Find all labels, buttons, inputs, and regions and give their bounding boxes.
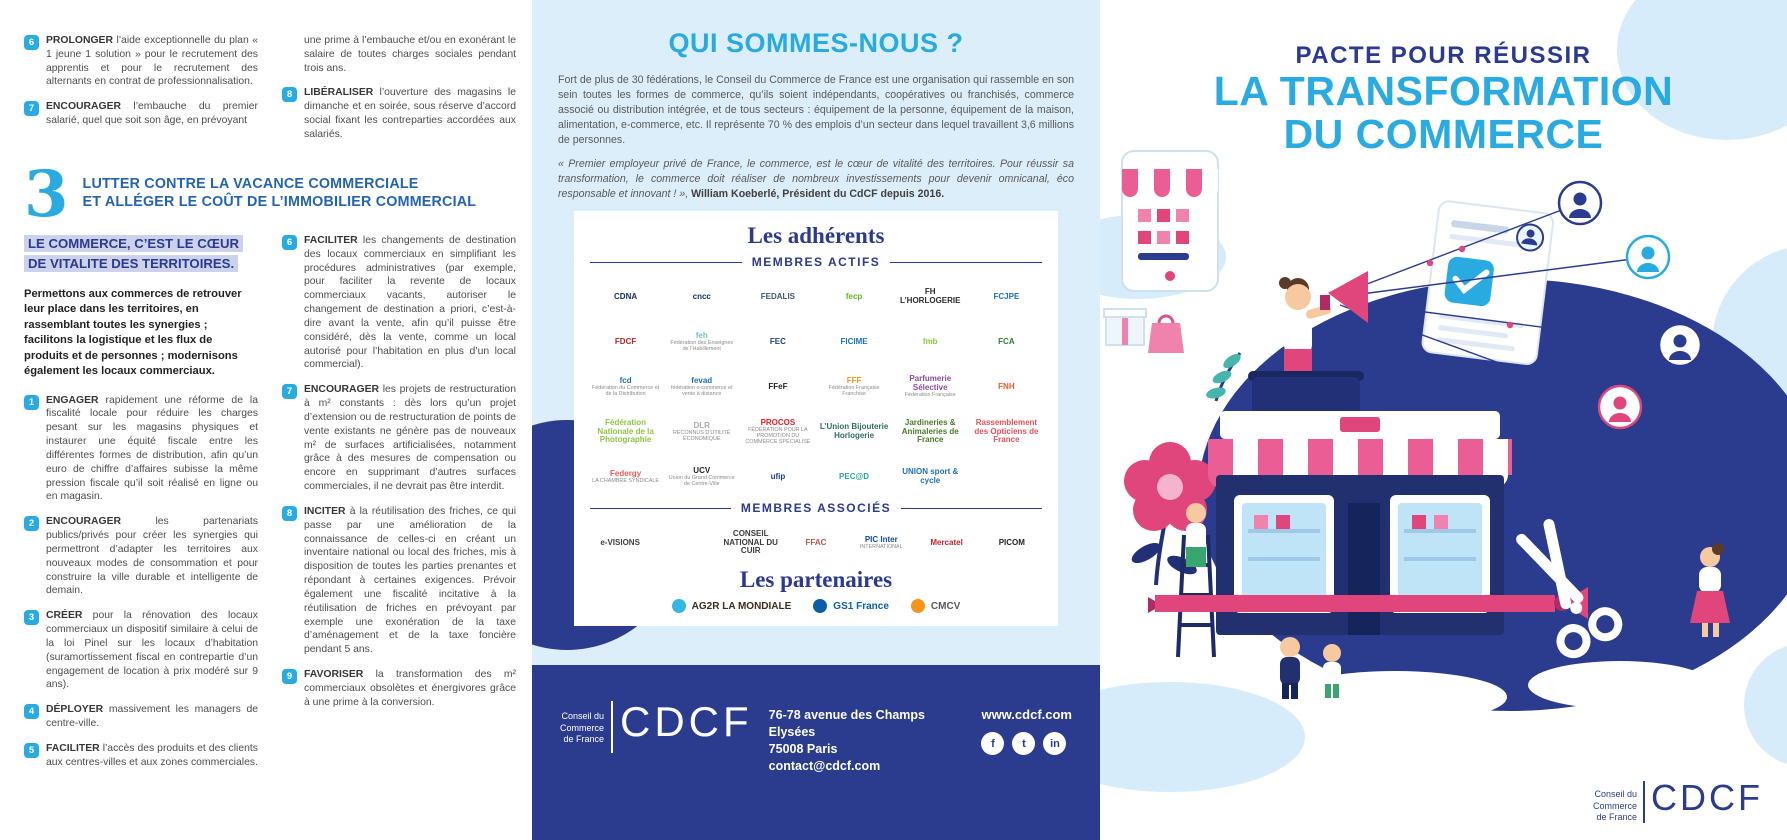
member-logo: DLR RECONNUS D’UTILITÉ ÉCONOMIQUE xyxy=(672,420,731,442)
member-logo: fecp xyxy=(845,291,863,301)
item-text: LIBÉRALISER l’ouverture des magasins le dimanche et en soirée, sous réserve d’accord social fixant les contreparties accordées aux salariés. xyxy=(304,87,517,140)
member-logo: FCA xyxy=(998,336,1015,346)
item-text: DÉPLOYER massivement les managers de centre-ville. xyxy=(46,704,259,729)
divider-line xyxy=(590,508,731,509)
about-paragraph: Fort de plus de 30 fédérations, le Conseil du Commerce de France est une organisation qui rassemble en son sein toutes les formes de commerce, qu’ils soient indépendants, coopératives ou franchisés, commerce associé ou distribution intégrée, et de tous secteurs : équipement de la personne, équipement de la maison, alimentation, e-commerce, etc. Il représente 70 % des emplois d’un secteur dans lequel travaillent 3,6 millions de personnes. xyxy=(558,74,1074,147)
item-number-badge: 6 xyxy=(24,35,39,50)
contact-footer xyxy=(532,665,1100,840)
item-number-badge: 6 xyxy=(282,235,297,250)
member-logo xyxy=(655,523,715,563)
member-logo: e-VISIONS xyxy=(600,537,640,547)
member-logo: fevad fédération e-commerce et vente à distance xyxy=(671,375,733,397)
list-item xyxy=(24,703,258,731)
partner-logo-icon xyxy=(672,599,686,613)
cover-title xyxy=(1100,42,1787,155)
cover-title-line2: LA TRANSFORMATION xyxy=(1213,68,1674,114)
twitter-icon[interactable]: t xyxy=(1012,732,1035,755)
divider-line xyxy=(590,262,742,263)
membres-associes-label: MEMBRES ASSOCIÉS xyxy=(740,501,892,516)
membres-actifs-divider xyxy=(590,255,1042,269)
membres-associes-divider xyxy=(590,501,1042,515)
item-text: ENCOURAGER les partenariats publics/privés pour créer les synergies qui permettront d’adapter les territoires aux nouveaux modes de consommation et pour construire la ville durable et intelligente de demain. xyxy=(46,516,258,597)
cdcf-logo xyxy=(1593,777,1763,824)
facebook-icon[interactable]: f xyxy=(981,732,1004,755)
partner-logo: AG2R LA MONDIALE xyxy=(672,599,792,613)
member-logo: FICIME xyxy=(840,336,868,346)
member-logo: FDCF xyxy=(614,336,637,346)
item-text: PROLONGER l’aide exceptionnelle du plan « 1 jeune 1 solution » pour le recrutement des apprentis et pour le recrutement des alternants en contrat de professionnalisation. xyxy=(46,35,258,88)
item-number-badge: 9 xyxy=(282,669,297,684)
member-logo: cncc xyxy=(692,291,711,301)
member-logo: FH L’HORLOGERIE xyxy=(900,287,961,305)
quote-author: William Koeberlé, Président du CdCF depuis 2016. xyxy=(691,188,945,201)
section-3-col1 xyxy=(24,234,258,781)
item-number-badge: 8 xyxy=(282,87,297,102)
cdcf-logo-divider xyxy=(1643,781,1645,823)
item-text: FACILITER les changements de destination des locaux commerciaux en simplifiant les procédures administratives (par exemple, pour faciliter la revente de locaux commerciaux vacants, autoriser le changement de destination a priori, c’est-à-dire avant la vente, afin qu’il puisse être considéré, dès la vente, comme un local autorisé pour l’habitation en plus d’un local commercial). xyxy=(304,234,516,371)
list-item xyxy=(24,394,258,505)
list-item xyxy=(282,668,516,709)
address-line: 76-78 avenue des Champs Elysées xyxy=(768,708,925,739)
cover-title-line3: DU COMMERCE xyxy=(1283,110,1604,157)
item-number-badge: 5 xyxy=(24,743,39,758)
list-item xyxy=(282,505,516,657)
member-logo: fmb xyxy=(922,336,938,346)
avatar xyxy=(1659,324,1701,366)
address-block xyxy=(769,707,966,775)
list-item xyxy=(24,609,258,692)
social-icons xyxy=(981,732,1072,755)
cdcf-logo-org-text: Conseil du Commerce de France xyxy=(560,711,605,745)
section-3-header xyxy=(24,156,516,232)
cdcf-logo-wordmark: CDCF xyxy=(620,698,753,745)
member-logo: FCJPE xyxy=(993,291,1020,301)
member-logo: PROCOS FÉDÉRATION POUR LA PROMOTION DU COMMERCE SPÉCIALISÉ xyxy=(745,417,811,445)
top-items-columns xyxy=(24,34,516,153)
list-item xyxy=(24,100,258,128)
page-title: QUI SOMMES-NOUS ? xyxy=(668,28,964,58)
item-continuation-text: une prime à l’embauche et/ou en exonérant le salaire de toutes charges sociales pendant trois ans. xyxy=(304,35,516,74)
member-logo: Federgy LA CHAMBRE SYNDICALE xyxy=(592,468,659,484)
panel-cover xyxy=(1100,0,1787,840)
list-item xyxy=(24,742,258,770)
item-number-badge: 3 xyxy=(24,610,39,625)
partner-logo: GS1 France xyxy=(813,599,889,613)
item-number-badge: 7 xyxy=(282,384,297,399)
member-logo: CONSEIL NATIONAL DU CUIR xyxy=(723,529,778,555)
member-logo: PIC Inter INTERNATIONAL xyxy=(859,534,903,550)
member-logo: Mercatel xyxy=(930,537,963,547)
section-3-col2 xyxy=(282,234,516,781)
section-lede: LE COMMERCE, C’EST LE CŒUR DE VITALITE DES TERRITOIRES. xyxy=(24,235,243,272)
members-card xyxy=(574,211,1058,626)
member-logo: Jardineries & Animaleries de France xyxy=(901,418,959,444)
item-text: ENCOURAGER les projets de restructuration à m² constants : dès lors qu’un projet d’extension ou de restructuration de points de vente existants ne génère pas de nouveaux m² de surfaces artificialisées, notamment grâce à des mesures de compensation ou encore en supprimant d’autres surfaces commerciales, il ne devrait pas être interdit. xyxy=(304,384,516,493)
section-intro: Permettons aux commerces de retrouver leur place dans les territoires, en rassemblant toutes les synergies ; facilitons la logistique et les flux de produits et de personnes ; modernisons également les locaux commerciaux. xyxy=(24,287,242,378)
member-logo: FFeF xyxy=(768,381,788,391)
adherents-title: Les adhérents xyxy=(747,223,885,249)
member-logo: UNION sport & cycle xyxy=(902,467,959,485)
item-number-badge: 2 xyxy=(24,516,39,531)
item-text: FACILITER l’accès des produits et des clients aux centres-villes et aux zones commerciales. xyxy=(46,742,258,768)
divider-line xyxy=(890,262,1042,263)
member-logo: FNH xyxy=(998,381,1015,391)
quote-paragraph xyxy=(558,157,1074,202)
top-items-right xyxy=(282,34,516,153)
member-logo: FEDALIS xyxy=(760,291,796,301)
member-logo: FFF Fédération Française Franchise xyxy=(828,375,880,397)
member-logo: FFAC xyxy=(805,537,827,547)
email-link[interactable]: contact@cdcf.com xyxy=(768,758,881,773)
partner-logo-icon xyxy=(911,599,925,613)
partenaires-title: Les partenaires xyxy=(739,567,893,593)
member-logo: ufip xyxy=(770,471,786,481)
web-block xyxy=(981,707,1072,755)
panel-left xyxy=(0,0,532,840)
website-link[interactable]: www.cdcf.com xyxy=(981,707,1072,722)
list-item xyxy=(282,383,516,494)
partners-row xyxy=(590,599,1042,613)
cdcf-logo-org-text: Conseil du Commerce de France xyxy=(1593,788,1638,823)
partner-logo-icon xyxy=(813,599,827,613)
list-item xyxy=(24,34,258,89)
item-text: ENGAGER rapidement une réforme de la fiscalité locale pour réduire les charges pesant sur les magasins physiques et instaurer une équité fiscale entre les différentes formes de distribution, afin qu’un euro de chiffre d’affaires subisse la même pression fiscale qu’il soit réalisé en ligne ou en magasin. xyxy=(46,394,258,503)
cloud-shape xyxy=(1283,671,1507,723)
item-text: ENCOURAGER l’embauche du premier salarié, quel que soit son âge, en prévoyant xyxy=(46,101,258,127)
cdcf-logo-wordmark: CDCF xyxy=(1651,776,1763,818)
shop-door xyxy=(1348,503,1380,635)
section-title: LUTTER CONTRE LA VACANCE COMMERCIALE ET ALLÉGER LE COÛT DE L’IMMOBILIER COMMERCIAL xyxy=(82,175,477,211)
item-text: FAVORISER la transformation des m² commerciaux obsolètes et énergivores grâce à une prime à la conversion. xyxy=(304,669,517,708)
member-logo: CDNA xyxy=(614,291,638,301)
address-line: 75008 Paris xyxy=(768,741,838,756)
quote-text: « Premier employeur privé de France, le commerce, est le cœur de vitalité des territoires. Pour réussir sa transformation, le commerce doit réaliser de nombreux investissements pour devenir omnicanal, éco responsable et innovant ! », xyxy=(558,158,1074,201)
linkedin-icon[interactable]: in xyxy=(1043,732,1066,755)
item-number-badge: 7 xyxy=(24,101,39,116)
associated-members-grid xyxy=(590,523,1042,563)
section-number: 3 xyxy=(24,156,69,232)
cdcf-logo xyxy=(560,695,753,753)
membres-actifs-label: MEMBRES ACTIFS xyxy=(751,255,881,270)
member-logo: PICOM xyxy=(998,537,1025,547)
section-3-columns xyxy=(24,234,516,781)
member-logo: FEC xyxy=(769,336,786,346)
panel-middle xyxy=(532,0,1100,840)
list-item xyxy=(282,234,516,372)
item-number-badge: 8 xyxy=(282,506,297,521)
member-logo: feh Fédération des Enseignes de l’Habillement xyxy=(670,330,734,352)
avatar xyxy=(1559,182,1601,224)
avatar xyxy=(1599,386,1641,428)
top-items-left xyxy=(24,34,258,153)
mini-shop-icon xyxy=(1122,151,1218,291)
member-logo: Rassemblement des Opticiens de France xyxy=(974,418,1039,444)
list-item xyxy=(282,86,516,141)
partner-logo: CMCV xyxy=(911,599,960,613)
divider-line xyxy=(901,508,1042,509)
active-members-grid xyxy=(590,277,1042,497)
avatar xyxy=(1627,236,1669,278)
item-text: INCITER à la réutilisation des friches, ce qui passe par une amélioration de la connaissance de celles-ci en créant un inventaire national ou local des friches, mis à disposition de toutes les parties prenantes et répondant à certaines exigences. Prévoir également une fiscalité incitative à la réutilisation de friches en prévoyant par exemple une exonération de la taxe d’aménagement et de la taxe foncière pendant 5 ans. xyxy=(304,505,517,656)
list-item xyxy=(24,515,258,598)
cloud-shape xyxy=(1528,661,1712,709)
item-number-badge: 4 xyxy=(24,704,39,719)
cover-title-line1: PACTE POUR RÉUSSIR xyxy=(1295,42,1592,69)
cover-illustration xyxy=(1100,145,1787,840)
member-logo: UCV Union du Grand Commerce de Centre-Ville xyxy=(668,465,735,487)
gift-boxes-icon xyxy=(1104,309,1184,353)
member-logo: Fédération Nationale de la Photographie xyxy=(597,418,654,444)
item-number-badge: 1 xyxy=(24,395,39,410)
member-logo: PEC@D xyxy=(839,471,870,481)
document-card xyxy=(1421,200,1554,365)
cdcf-logo-divider xyxy=(611,701,613,753)
item-text: CRÉER pour la rénovation des locaux commerciaux un dispositif similaire à celui de la loi Pinel sur les locaux d’habitation (suramortissement fiscal en contrepartie d’un engagement de location à prix modéré sur 9 ans). xyxy=(46,610,259,691)
member-logo: L’Union Bijouterie Horlogerie xyxy=(819,422,889,440)
member-logo: Parfumerie Sélective Fédération Française xyxy=(904,374,956,399)
member-logo: fcd Fédération du Commerce et de la Distribution xyxy=(592,375,660,397)
shop-sign xyxy=(1340,417,1380,432)
